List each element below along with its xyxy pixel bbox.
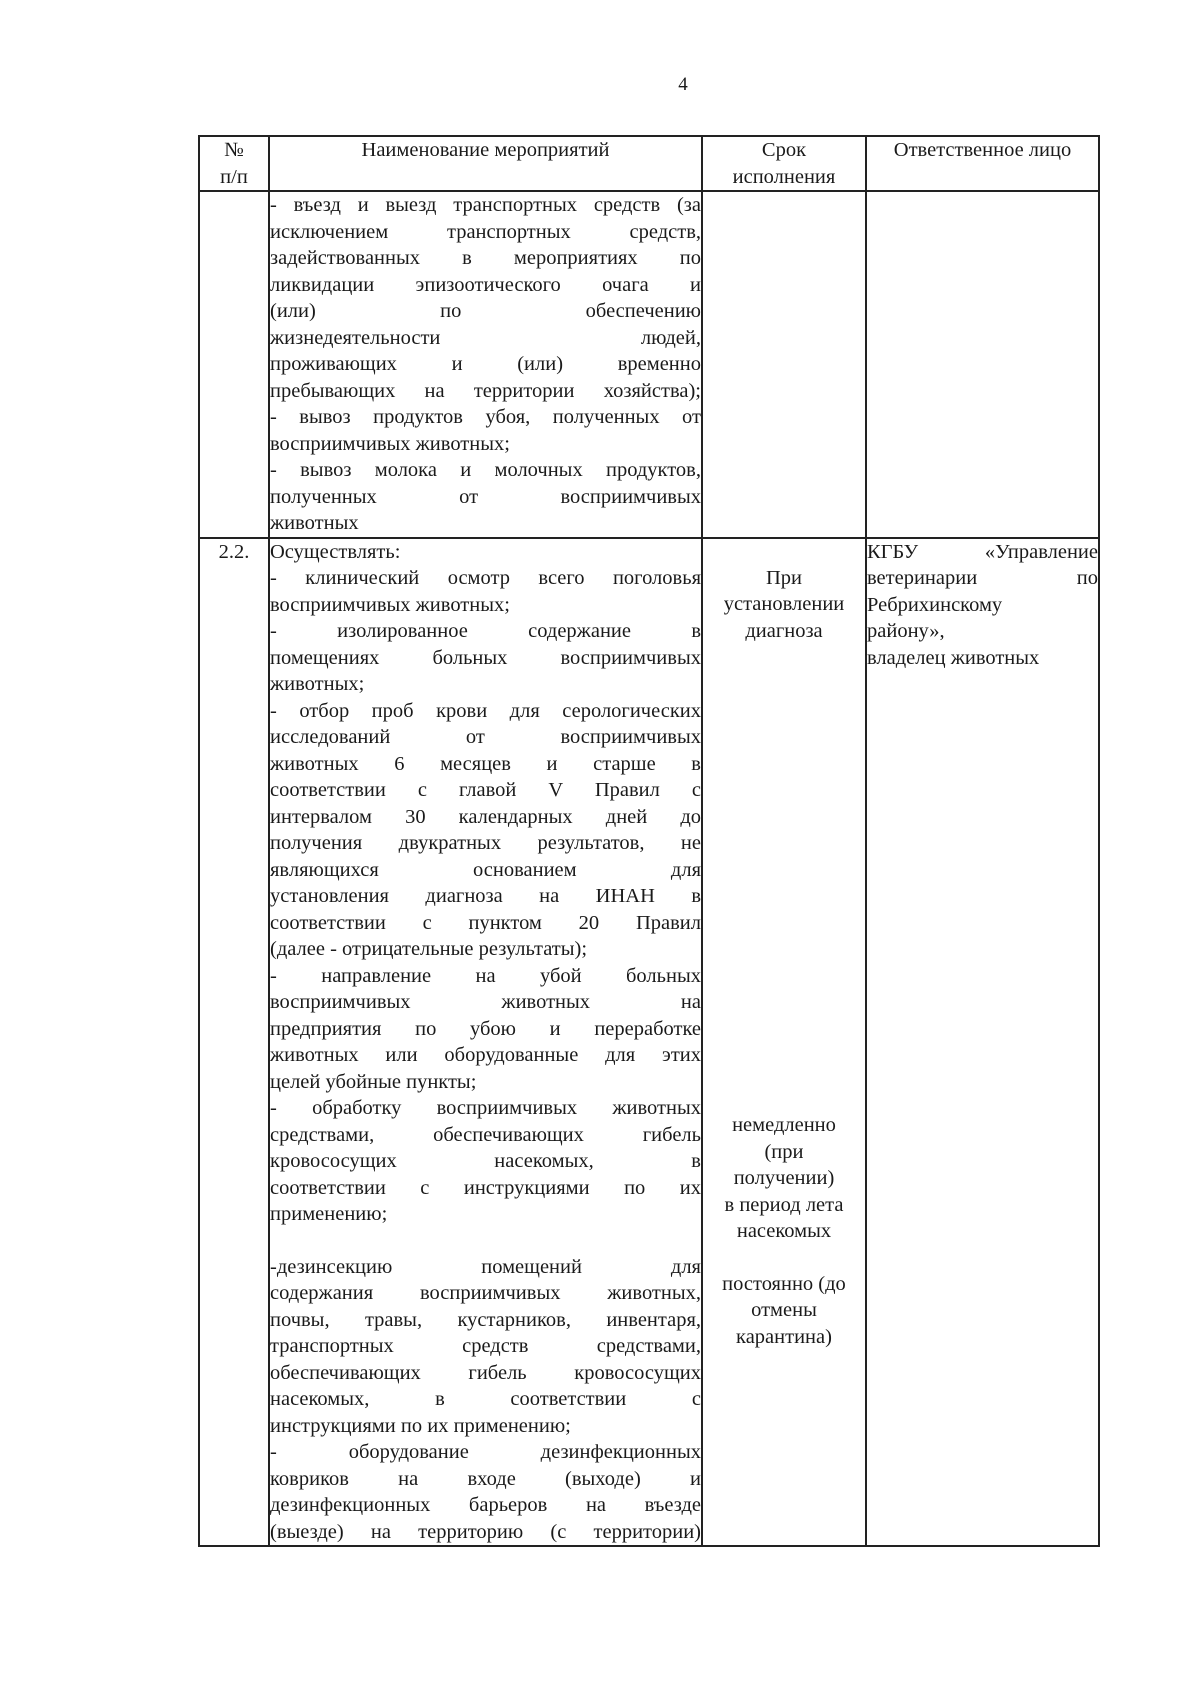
term-cell: При установлении диагноза немедленно (при получении) в период лета насекомых постоянно (до отмены карантина) [702,538,866,1547]
measure-text: Осуществлять: - клинический осмотр всего поголовья восприимчивых животных; - изолированное содержание в помещениях больных восприимчивых животных; - отбор проб крови для серологических исследований от восприимчивых животных 6 месяцев и старше в соответствии с главой V Правил с интервалом 30 календарных дней до получения двукратных результатов, не являющихся основанием для установления диагноза на ИНАН в соответствии с пунктом 20 Правил (далее - отрицательные результаты); - направление на убой больных восприимчивых животных на предприятия по убою и переработке животных или оборудованные для этих целей убойные пункты; - обработку восприимчивых животных средствами, обеспечивающих гибель кровососущих насекомых, в соответствии с инструкциями по их применению; -дезинсекцию помещений для содержания восприимчивых животных, почвы, травы, кустарников, инвентаря, транспортных средств средствами, обеспечивающих гибель кровососущих насекомых, в соответствии с инструкциями по их применению; - оборудование дезинфекционных ковриков на входе (выходе) и дезинфекционных барьеров на въезде (выезде) на территорию (с территории) [269,538,702,1547]
measure-text: - въезд и выезд транспортных средств (за исключением транспортных средств, задействованных в мероприятиях по ликвидации эпизоотического очага и (или) по обеспечению жизнедеятельности людей, проживающих и (или) временно пребывающих на территории хозяйства); - вывоз продуктов убоя, полученных от восприимчивых животных; - вывоз молока и молочных продуктов, полученных от восприимчивых животных [269,191,702,538]
row-number: 2.2. [199,538,269,1547]
header-responsible: Ответственное лицо [866,136,1099,191]
header-measure-name: Наименование мероприятий [269,136,702,191]
table-row [199,191,1099,538]
page-number: 4 [678,74,688,95]
responsible-cell [866,191,1099,538]
table-row [199,538,1099,1547]
row-number [199,191,269,538]
header-term: Срок исполнения [702,136,866,191]
responsible-cell: КГБУ «Управление ветеринарии по Ребрихинскому району», владелец животных [866,538,1099,1547]
header-number: № п/п [199,136,269,191]
term-cell [702,191,866,538]
table-header-row [199,136,1099,191]
measures-table [198,135,1100,1547]
